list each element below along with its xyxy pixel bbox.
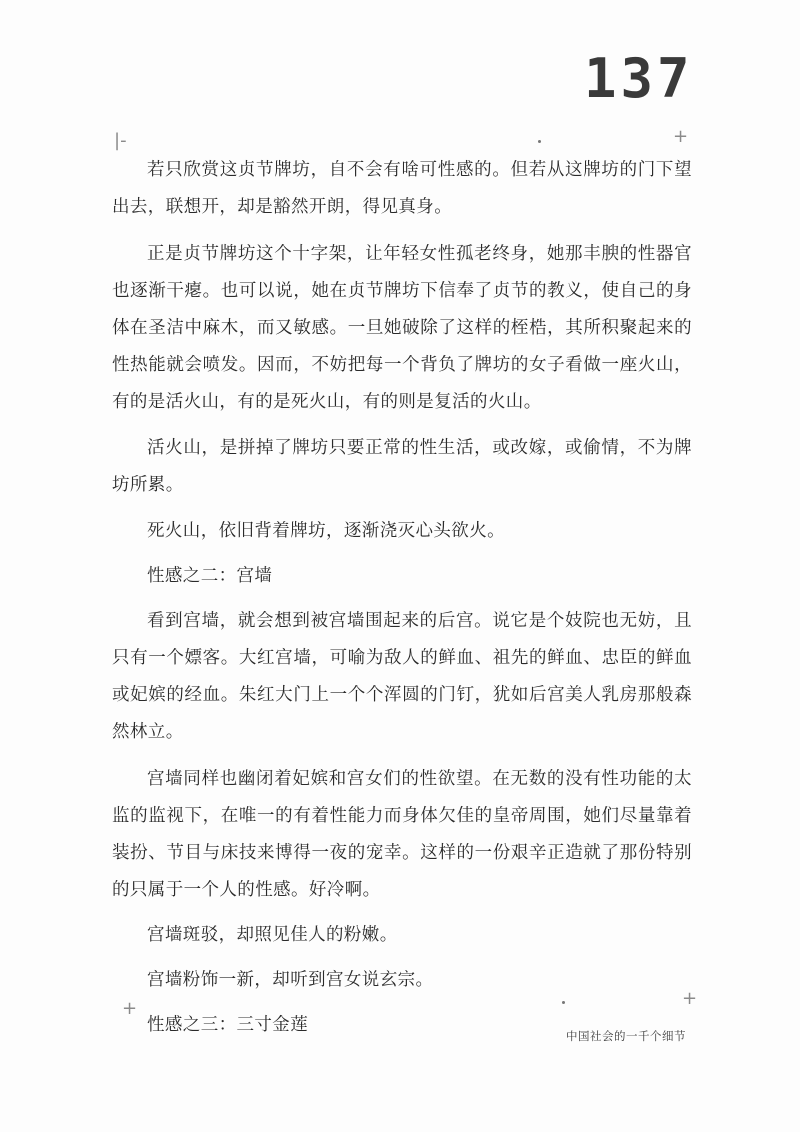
paragraph: 死火山，依旧背着牌坊，逐渐浇灭心头欲火。	[147, 521, 505, 541]
crop-mark-bottom-right: +	[682, 988, 698, 1009]
page-number: 137	[584, 47, 694, 110]
running-footer: 中国社会的一千个细节	[566, 1029, 686, 1043]
paragraph: 宫墙斑驳，却照见佳人的粉嫩。	[147, 925, 398, 945]
paragraph: 看到宫墙，就会想到被宫墙围起来的后宫。说它是个妓院也无妨，且只有一个嫖客。大红宫墙，可喻为敌人的鲜血、祖先的鲜血、忠臣的鲜血或妃嫔的经血。朱红大门上一个个浑圆的门钉，犹如后宫美人乳房那般森然林立。	[112, 611, 692, 742]
body-text	[112, 152, 692, 1044]
section-heading: 性感之三：三寸金莲	[147, 1015, 309, 1035]
crop-mark-top-left: |-	[114, 130, 127, 151]
paragraph: 宫墙同样也幽闭着妃嫔和宫女们的性欲望。在无数的没有性功能的太监的监视下，在唯一的有着性能力而身体欠佳的皇帝周围，她们尽量靠着装扮、节目与床技来博得一夜的宠幸。这样的一份艰辛正造就了那份特别的只属于一个人的性感。好冷啊。	[112, 769, 692, 900]
paragraph: 宫墙粉饰一新，却听到宫女说玄宗。	[147, 970, 434, 990]
section-heading: 性感之二：宫墙	[147, 566, 273, 586]
crop-mark-top-right: +	[673, 126, 689, 147]
crop-mark-bottom-left: +	[122, 998, 138, 1019]
paragraph: 若只欣赏这贞节牌坊，自不会有啥可性感的。但若从这牌坊的门下望出去，联想开，却是豁然开朗，得见真身。	[112, 160, 692, 217]
paragraph: 活火山，是拼掉了牌坊只要正常的性生活，或改嫁，或偷情，不为牌坊所累。	[112, 438, 692, 495]
registration-dot	[538, 140, 541, 143]
paragraph: 正是贞节牌坊这个十字架，让年轻女性孤老终身，她那丰腴的性器官也逐渐干瘪。也可以说，她在贞节牌坊下信奉了贞节的教义，使自己的身体在圣洁中麻木，而又敏感。一旦她破除了这样的桎梏，其所积聚起来的性热能就会喷发。因而，不妨把每一个背负了牌坊的女子看做一座火山，有的是活火山，有的是死火山，有的则是复活的火山。	[112, 244, 692, 412]
